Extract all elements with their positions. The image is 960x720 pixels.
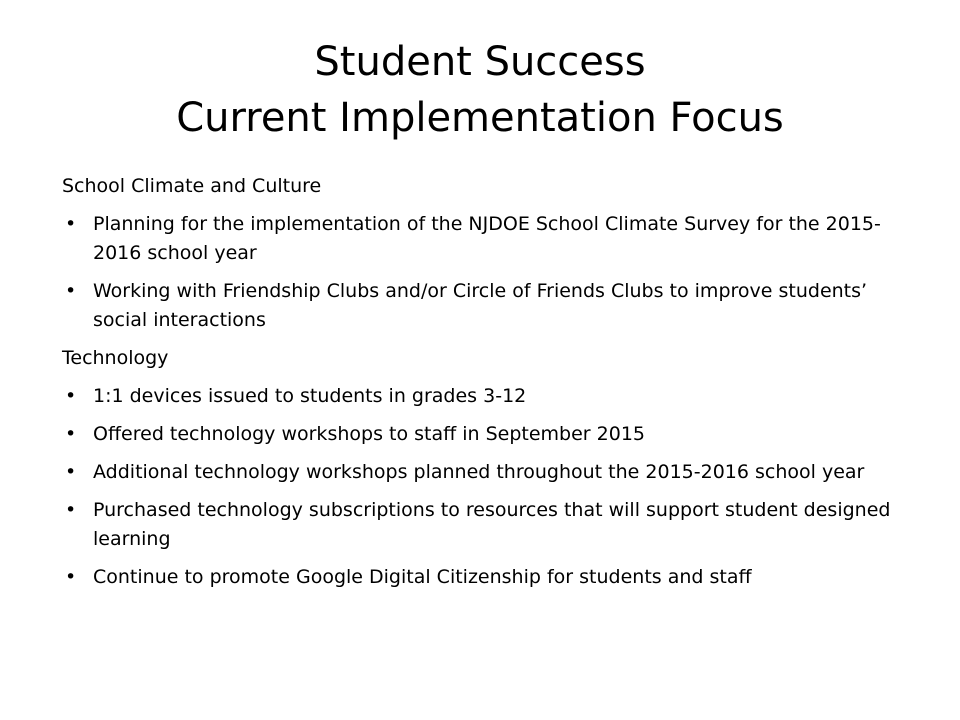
bullet-technology-workshops-offered: • Offered technology workshops to staff in September 2015	[62, 420, 922, 449]
technology-bullet-list	[62, 382, 922, 592]
section-heading-school-climate: School Climate and Culture	[62, 175, 322, 197]
bullet-friendship-clubs: • Working with Friendship Clubs and/or Circle of Friends Clubs to improve students’ social interactions	[62, 277, 922, 335]
bullet-technology-subscriptions: • Purchased technology subscriptions to resources that will support student designed learning	[62, 496, 922, 554]
school-climate-bullet-list	[62, 210, 922, 335]
bullet-devices-issued: • 1:1 devices issued to students in grades 3-12	[62, 382, 922, 411]
slide-title-line-1: Student Success	[314, 39, 646, 85]
slide-title	[40, 34, 920, 146]
bullet-additional-workshops: • Additional technology workshops planned throughout the 2015-2016 school year	[62, 458, 922, 487]
bullet-climate-survey: • Planning for the implementation of the NJDOE School Climate Survey for the 2015-2016 school year	[62, 210, 922, 268]
slide-title-line-2: Current Implementation Focus	[176, 95, 784, 141]
section-technology	[62, 344, 922, 592]
slide-content	[62, 172, 922, 601]
section-heading-technology: Technology	[62, 347, 169, 369]
bullet-digital-citizenship: • Continue to promote Google Digital Citizenship for students and staff	[62, 563, 922, 592]
section-school-climate	[62, 172, 922, 335]
